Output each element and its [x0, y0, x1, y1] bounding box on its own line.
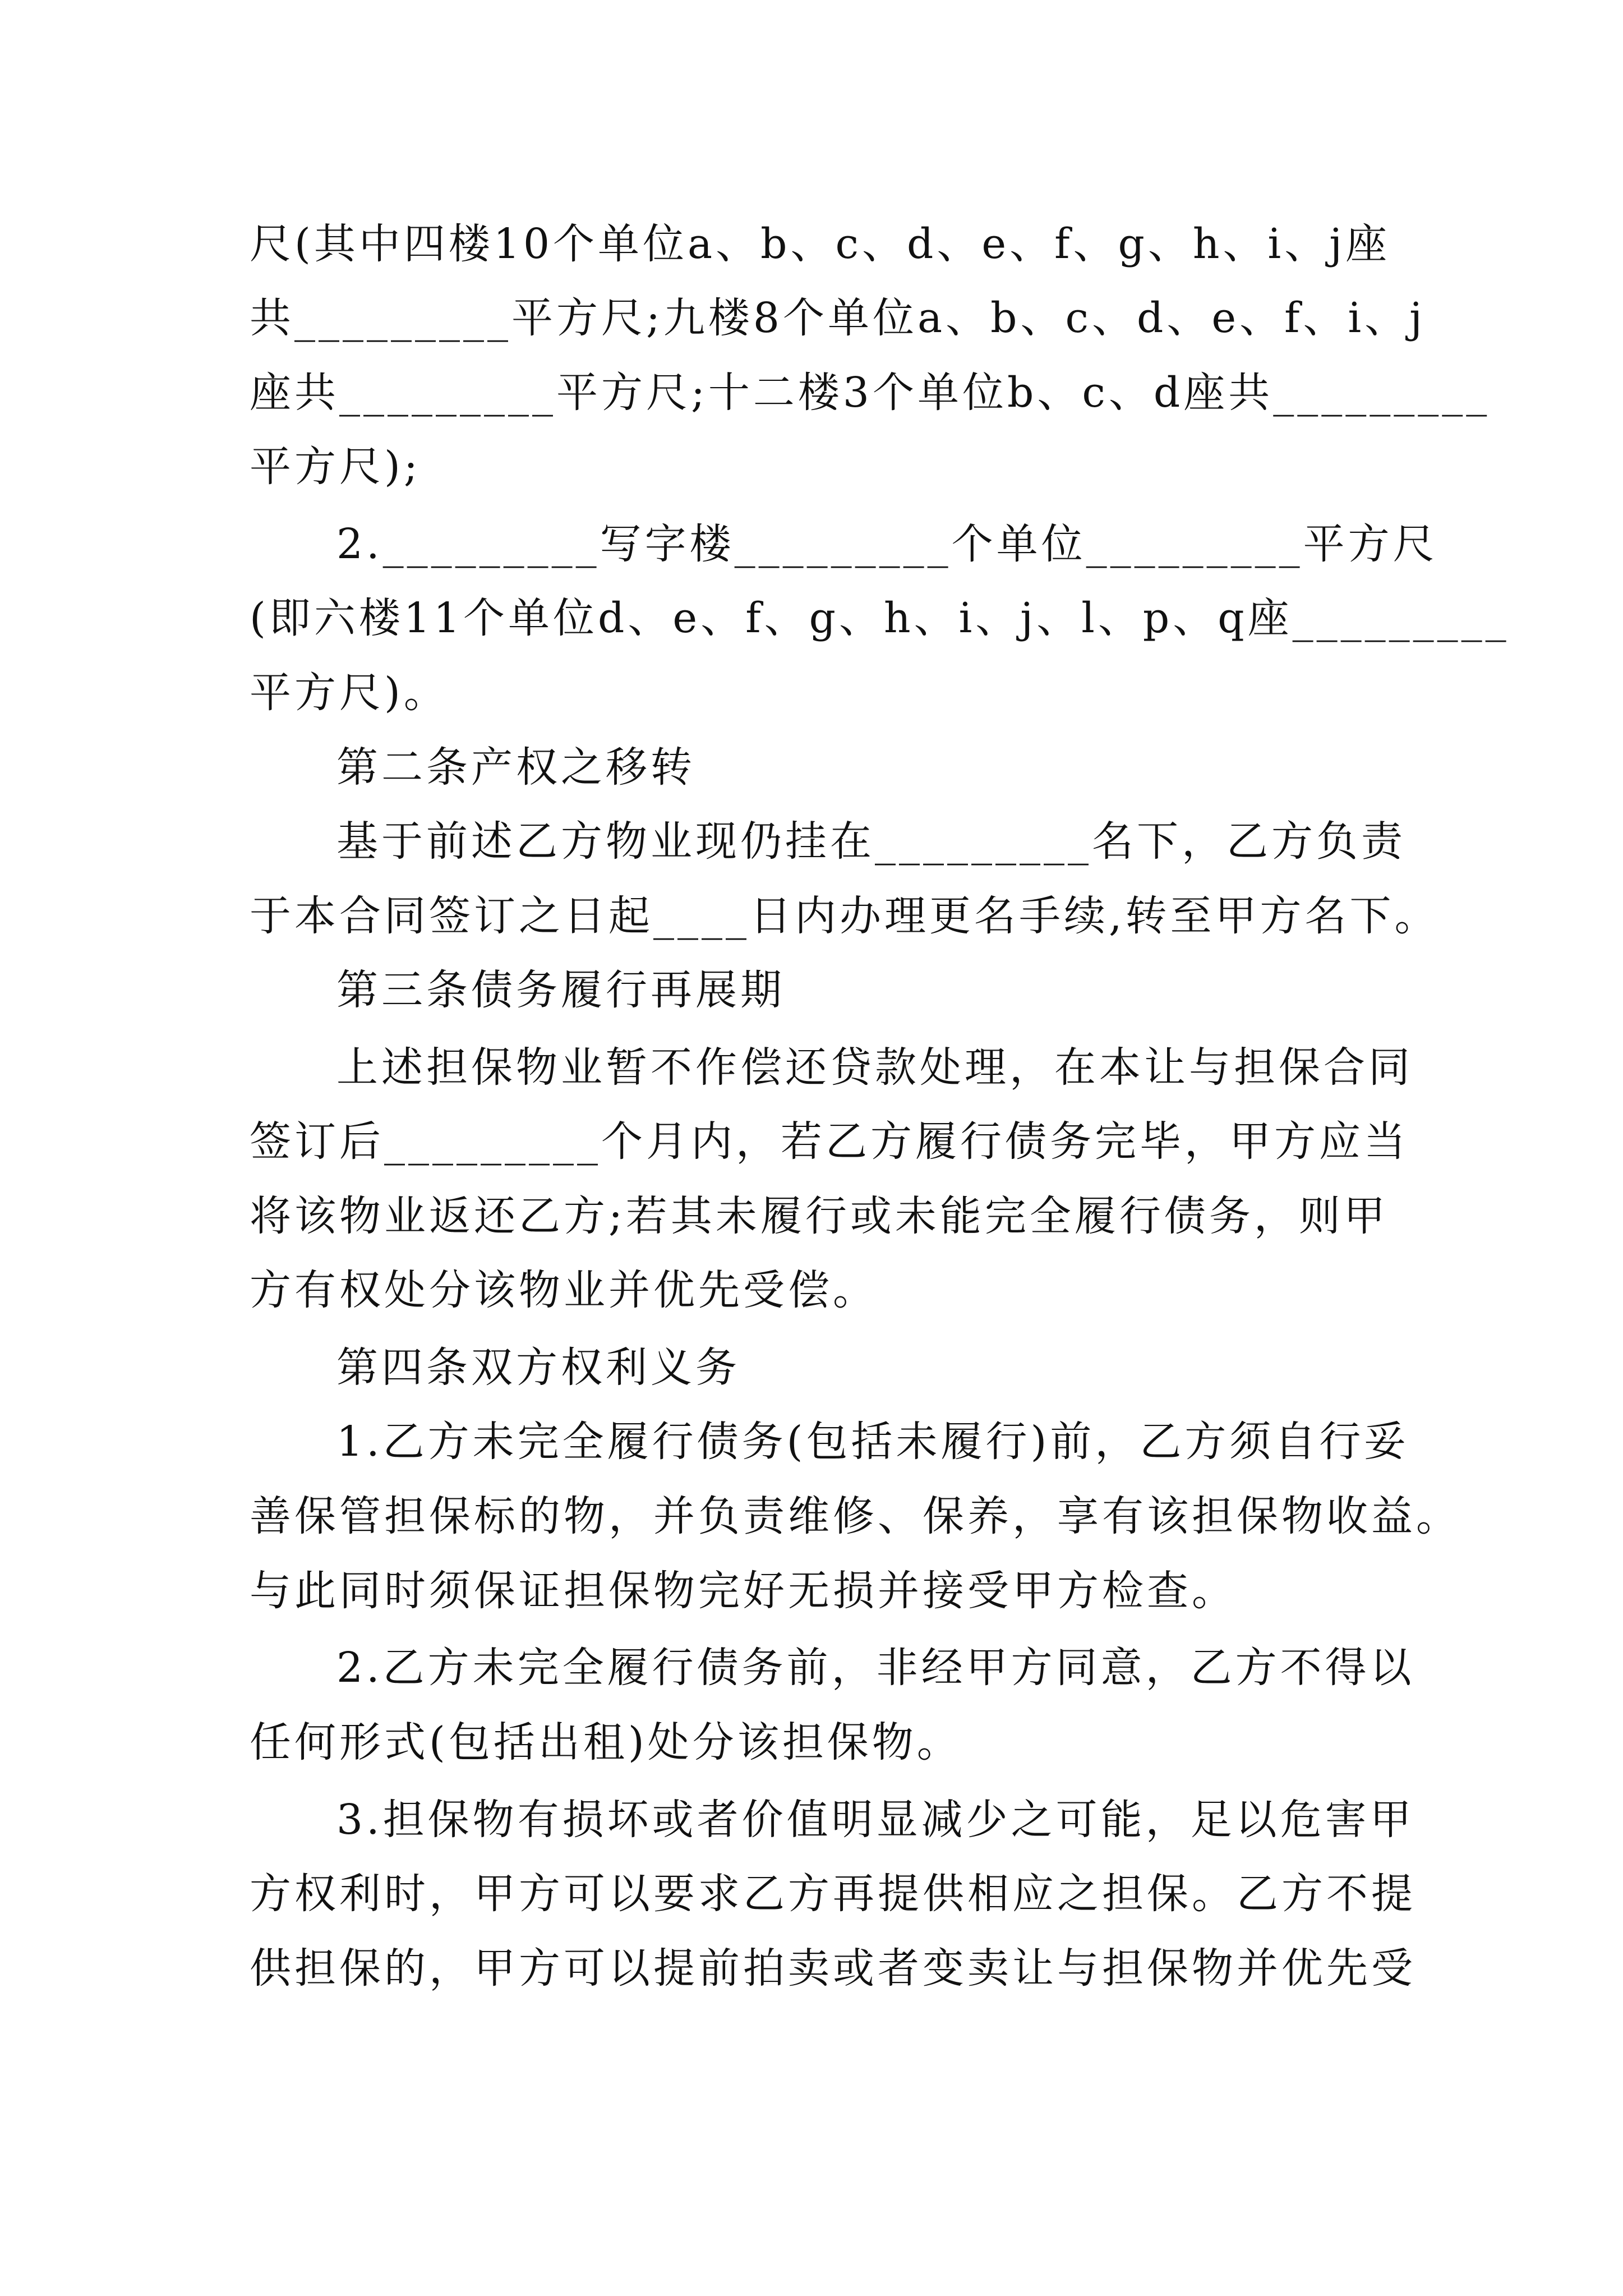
text-line: 基于前述乙方物业现仍挂在_________名下，乙方负责 — [336, 817, 1406, 866]
text-line: 上述担保物业暂不作偿还贷款处理，在本让与担保合同 — [336, 1043, 1413, 1092]
text-line: 2.乙方未完全履行债务前，非经甲方同意，乙方不得以 — [336, 1644, 1415, 1692]
text-line: 座共_________平方尺;十二楼3个单位b、c、d座共_________ — [250, 369, 1491, 417]
text-line: 与此同时须保证担保物完好无损并接受甲方检查。 — [250, 1567, 1237, 1615]
text-line: 签订后_________个月内，若乙方履行债务完毕，甲方应当 — [250, 1117, 1409, 1166]
text-line: 于本合同签订之日起____日内办理更名手续,转至甲方名下。 — [250, 892, 1440, 940]
text-line: 善保管担保标的物，并负责维修、保养，享有该担保物收益。 — [250, 1492, 1461, 1540]
text-line: 方有权处分该物业并优先受偿。 — [250, 1266, 878, 1314]
text-line: 方权利时，甲方可以要求乙方再提供相应之担保。乙方不提 — [250, 1870, 1416, 1918]
text-line: 平方尺); — [250, 443, 421, 491]
text-line: 平方尺)。 — [250, 669, 449, 717]
section-heading: 第二条产权之移转 — [336, 743, 695, 792]
text-line: 共_________平方尺;九楼8个单位a、b、c、d、e、f、i、j — [250, 294, 1426, 342]
text-line: 任何形式(包括出租)处分该担保物。 — [250, 1718, 962, 1766]
text-line: (即六楼11个单位d、e、f、g、h、i、j、l、p、q座_________ — [250, 594, 1510, 642]
text-line: 尺(其中四楼10个单位a、b、c、d、e、f、g、h、i、j座 — [250, 220, 1391, 268]
section-heading: 第三条债务履行再展期 — [336, 966, 785, 1014]
text-line: 将该物业返还乙方;若其未履行或未能完全履行债务，则甲 — [250, 1192, 1389, 1240]
text-line: 2._________写字楼_________个单位_________平方尺 — [336, 520, 1438, 568]
text-line: 供担保的，甲方可以提前拍卖或者变卖让与担保物并优先受 — [250, 1944, 1416, 1993]
section-heading: 第四条双方权利义务 — [336, 1343, 740, 1392]
text-line: 3.担保物有损坏或者价值明显减少之可能，足以危害甲 — [336, 1796, 1415, 1844]
text-line: 1.乙方未完全履行债务(包括未履行)前，乙方须自行妥 — [336, 1418, 1409, 1466]
